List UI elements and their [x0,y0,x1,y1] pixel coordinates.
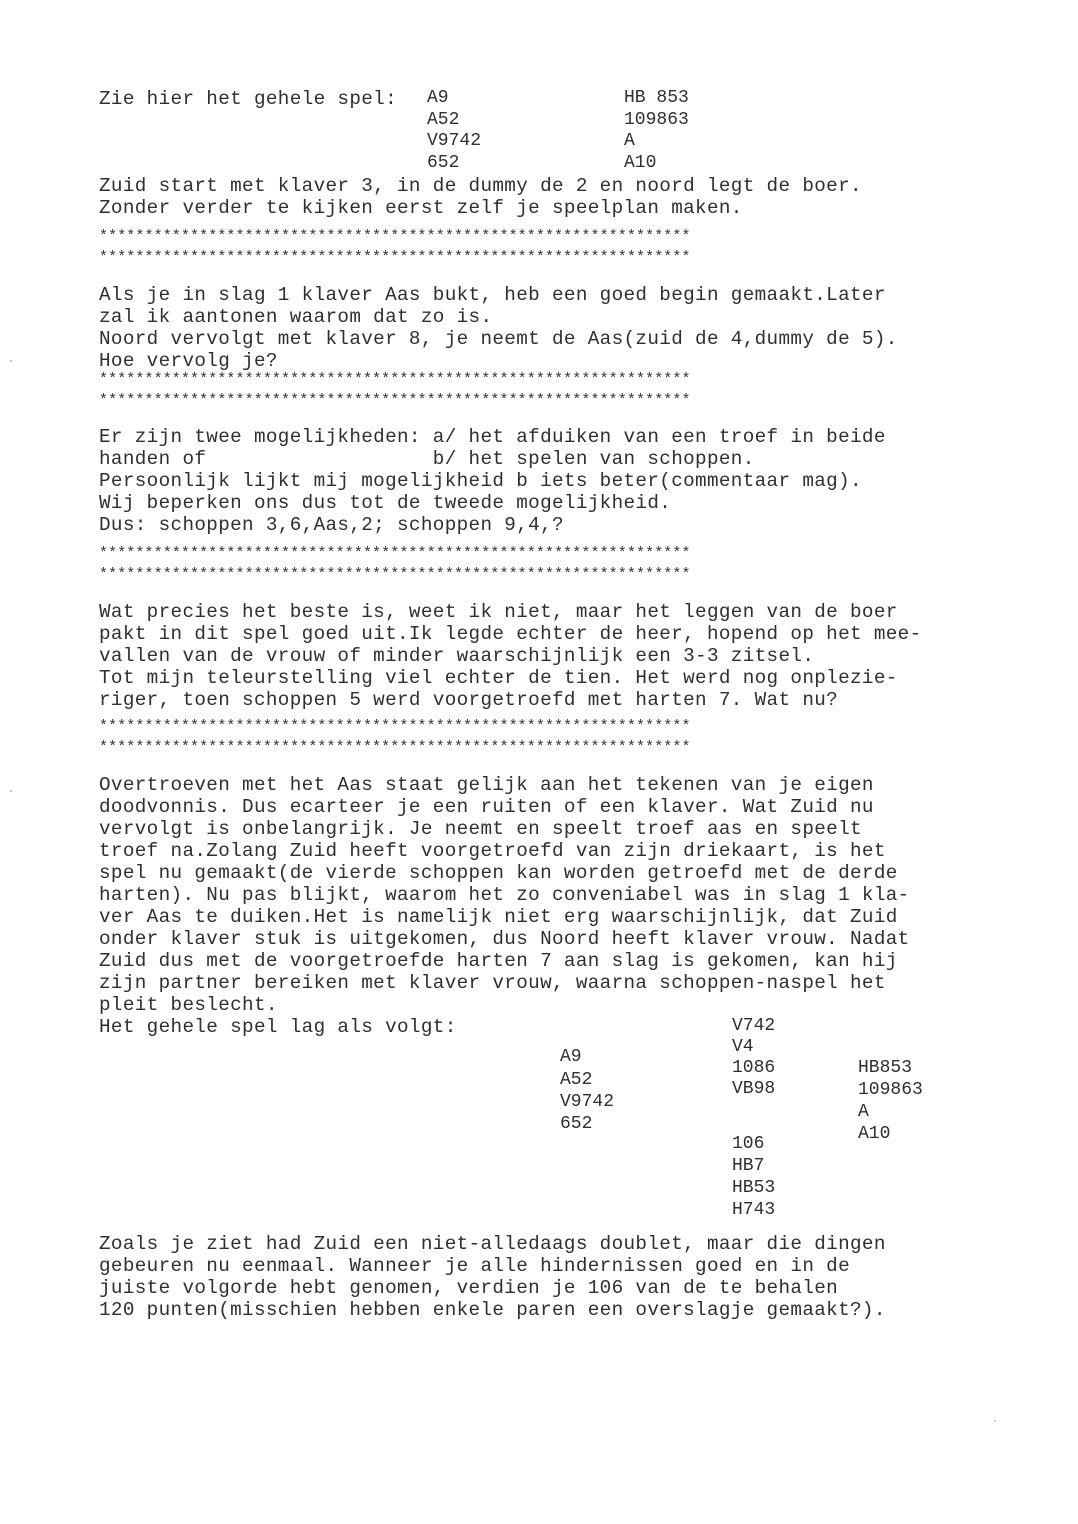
south-diamonds: HB53 [732,1178,776,1198]
east-clubs: A10 [858,1124,891,1144]
north-clubs: VB98 [732,1079,776,1099]
text-line: ver Aas te duiken.Het is namelijk niet erg waarschijnlijk, dat Zuid [99,906,898,928]
scan-speck [10,790,12,792]
intro-west-spades: A9 [427,88,449,108]
east-diamonds: A [858,1102,869,1122]
text-line: vervolgt is onbelangrijk. Je neemt en speelt troef aas en speelt [99,818,862,840]
intro-east-hearts: 109863 [624,110,689,130]
text-line: pakt in dit spel goed uit.Ik legde echter de heer, hopend op het mee- [99,623,922,645]
star-separator: ***************************************************************** [99,392,691,409]
text-line: spel nu gemaakt(de vierde schoppen kan worden getroefd met de derde [99,862,898,884]
text-line: riger, toen schoppen 5 werd voorgetroefd met harten 7. Wat nu? [99,689,839,711]
scan-speck [10,360,12,362]
text-line: doodvonnis. Dus ecarteer je een ruiten of een klaver. Wat Zuid nu [99,796,874,818]
text-line: pleit beslecht. [99,994,278,1016]
east-hearts: 109863 [858,1080,923,1100]
text-line: handen of b/ het spelen van schoppen. [99,448,755,470]
text-line: onder klaver stuk is uitgekomen, dus Noord heeft klaver vrouw. Nadat [99,928,910,950]
intro-east-clubs: A10 [624,153,657,173]
text-line: Zoals je ziet had Zuid een niet-alledaags doublet, maar die dingen [99,1233,886,1255]
south-clubs: H743 [732,1200,776,1220]
intro-line: Zie hier het gehele spel: [99,88,398,110]
north-hearts: V4 [732,1037,754,1057]
text-line: juiste volgorde hebt genomen, verdien je 106 van de te behalen [99,1277,839,1299]
north-spades: V742 [732,1016,776,1036]
scan-speck [994,1420,996,1422]
intro-west-hearts: A52 [427,110,460,130]
star-separator: ***************************************************************** [99,739,691,756]
text-line: harten). Nu pas blijkt, waarom het zo conveniabel was in slag 1 kla- [99,884,910,906]
star-separator: ***************************************************************** [99,228,691,245]
text-line: 120 punten(misschien hebben enkele paren een overslagje gemaakt?). [99,1299,886,1321]
intro-west-clubs: 652 [427,153,460,173]
west-hearts: A52 [560,1070,593,1090]
text-line: gebeuren nu eenmaal. Wanneer je alle hindernissen goed en in de [99,1255,850,1277]
star-separator: ***************************************************************** [99,545,691,562]
text-line: Als je in slag 1 klaver Aas bukt, heb een goed begin gemaakt.Later [99,284,886,306]
intro-west-diamonds: V9742 [427,131,482,151]
west-diamonds: V9742 [560,1092,615,1112]
text-line: Hoe vervolg je? [99,350,278,372]
star-separator: ***************************************************************** [99,249,691,266]
text-line: Zuid dus met de voorgetroefde harten 7 aan slag is gekomen, kan hij [99,950,898,972]
text-line: Dus: schoppen 3,6,Aas,2; schoppen 9,4,? [99,514,564,536]
north-diamonds: 1086 [732,1058,776,1078]
text-line: Wat precies het beste is, weet ik niet, maar het leggen van de boer [99,601,898,623]
text-line: Zuid start met klaver 3, in de dummy de 2 en noord legt de boer. [99,175,862,197]
text-line: zijn partner bereiken met klaver vrouw, waarna schoppen-naspel het [99,972,886,994]
text-line: troef na.Zolang Zuid heeft voorgetroefd van zijn driekaart, is het [99,840,886,862]
text-line: Noord vervolgt met klaver 8, je neemt de Aas(zuid de 4,dummy de 5). [99,328,898,350]
east-spades: HB853 [858,1058,913,1078]
star-separator: ***************************************************************** [99,566,691,583]
west-spades: A9 [560,1047,582,1067]
south-spades: 106 [732,1134,765,1154]
text-line: Zonder verder te kijken eerst zelf je speelplan maken. [99,197,743,219]
text-line: Het gehele spel lag als volgt: [99,1016,457,1038]
star-separator: ***************************************************************** [99,718,691,735]
text-line: vallen van de vrouw of minder waarschijnlijk een 3-3 zitsel. [99,645,815,667]
west-clubs: 652 [560,1114,593,1134]
intro-east-diamonds: A [624,131,635,151]
intro-east-spades: HB 853 [624,88,689,108]
text-line: Persoonlijk lijkt mij mogelijkheid b iets beter(commentaar mag). [99,470,862,492]
star-separator: ***************************************************************** [99,371,691,388]
text-line: Tot mijn teleurstelling viel echter de tien. Het werd nog onplezie- [99,667,898,689]
text-line: Overtroeven met het Aas staat gelijk aan het tekenen van je eigen [99,774,874,796]
text-line: Wij beperken ons dus tot de tweede mogelijkheid. [99,492,672,514]
text-line: zal ik aantonen waarom dat zo is. [99,306,493,328]
text-line: Er zijn twee mogelijkheden: a/ het afduiken van een troef in beide [99,426,886,448]
south-hearts: HB7 [732,1156,765,1176]
